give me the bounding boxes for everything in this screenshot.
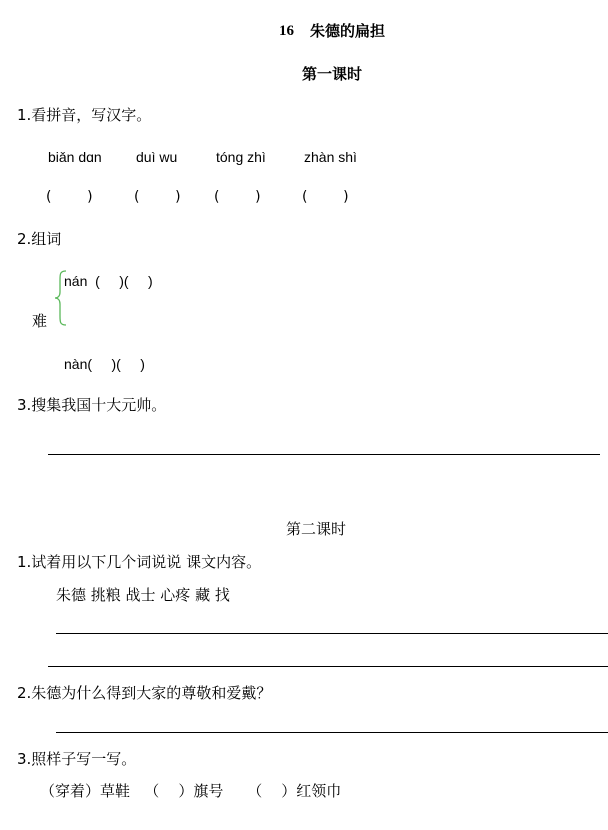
pinyin-3: tóng zhì: [216, 149, 266, 165]
answer-blank-1[interactable]: ( ): [46, 189, 93, 205]
p2-q2-answer-line[interactable]: [56, 732, 608, 733]
q2-prompt: 2.组词: [17, 230, 62, 248]
q2-row-nan2[interactable]: nán ( )( ): [64, 273, 153, 289]
p2-q1-words: 朱德 挑粮 战士 心疼 藏 找: [56, 586, 230, 604]
p2-q2-prompt: 2.朱德为什么得到大家的尊敬和爱戴？: [17, 684, 272, 702]
pinyin-4: zhàn shì: [304, 149, 357, 165]
q3-prompt: 3.搜集我国十大元帅。: [17, 396, 167, 414]
q2-char: 难: [32, 312, 48, 330]
p2-q1-answer-line-1[interactable]: [56, 633, 608, 634]
answer-blank-4[interactable]: ( ): [302, 189, 349, 205]
period2-heading: 第二课时: [286, 520, 347, 538]
period1-heading: 第一课时: [302, 65, 363, 83]
pinyin-2: duì wu: [136, 149, 178, 165]
q2-row-nan4[interactable]: nàn( )( ): [64, 356, 145, 372]
answer-blank-2[interactable]: ( ): [134, 189, 181, 205]
lesson-number: 16: [279, 23, 294, 39]
pinyin-1: biǎn dɑn: [48, 149, 102, 165]
p2-q1-prompt: 1.试着用以下几个词说说 课文内容。: [17, 553, 262, 571]
q1-prompt: 1.看拼音，写汉字。: [17, 106, 152, 124]
answer-blank-3[interactable]: ( ): [214, 189, 261, 205]
p2-q3-prompt: 3.照样子写一写。: [17, 750, 137, 768]
lesson-title: 朱德的扁担: [310, 22, 386, 40]
q3-answer-line[interactable]: [48, 454, 600, 455]
p2-q1-answer-line-2[interactable]: [48, 666, 608, 667]
p2-q3-example[interactable]: （穿着）草鞋 （ ）旗号 （ ）红领巾: [40, 782, 342, 800]
